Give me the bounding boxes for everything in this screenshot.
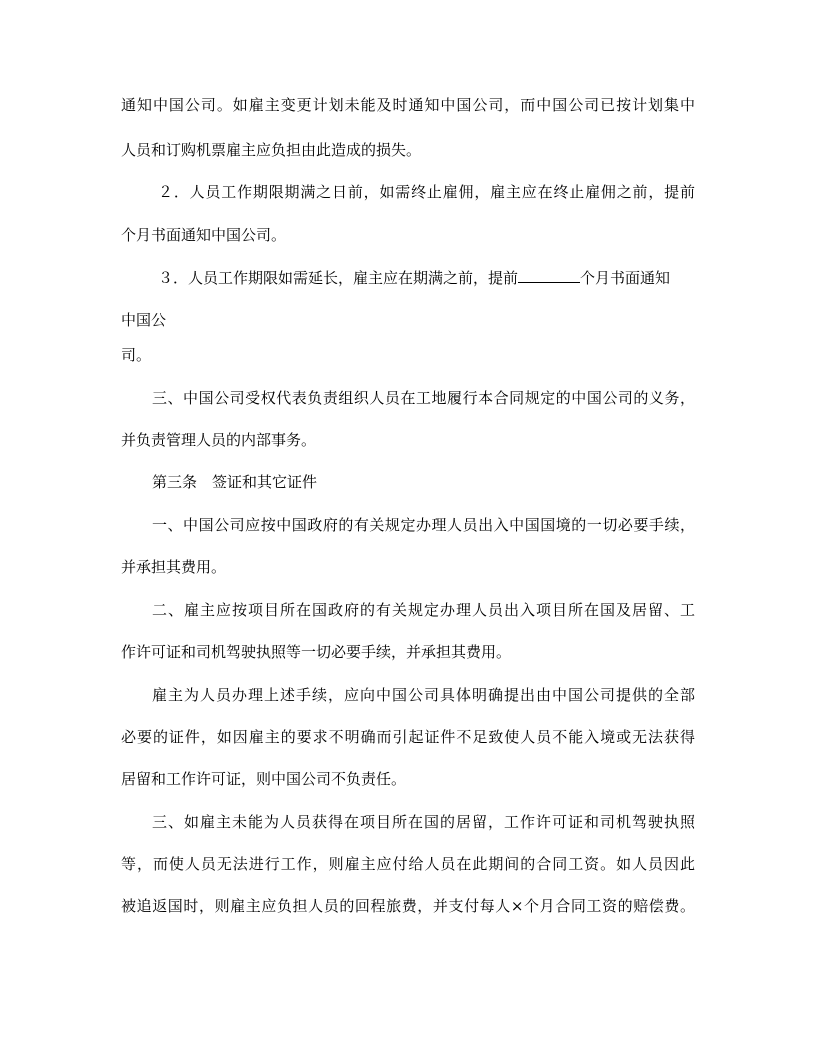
text-line-18: 等，而使人员无法进行工作，则雇主应付给人员在此期间的合同工资。如人员因此 [121,855,695,873]
text-line-9: 并负责管理人员的内部事务。 [121,431,317,449]
text-line-5-start: ３．人员工作期限如需延长，雇主应在期满之前，提前 [158,269,519,287]
text-line-14: 雇主为人员办理上述手续，应向中国公司具体明确提出由中国公司提供的全部 [152,686,695,704]
text-line-4: 个月书面通知中国公司。 [121,226,287,244]
text-line-7: 司。 [121,346,152,364]
text-line-17: 三、如雇主未能为人员获得在项目所在国的居留，工作许可证和司机驾驶执照 [152,813,695,831]
text-line-10: 一、中国公司应按中国政府的有关规定办理人员出入中国国境的一切必要手续， [152,516,695,534]
text-line-5 [158,267,695,288]
text-line-12: 二、雇主应按项目所在国政府的有关规定办理人员出入项目所在国及居留、工 [152,601,695,619]
text-line-3: ２．人员工作期限期满之日前，如需终止雇佣，雇主应在终止雇佣之前，提前 [158,183,695,201]
text-line-13: 作许可证和司机驾驶执照等一切必要手续，并承担其费用。 [121,643,512,661]
text-line-15: 必要的证件，如因雇主的要求不明确而引起证件不足致使人员不能入境或无法获得 [121,728,695,746]
text-line-11: 并承担其费用。 [121,558,227,576]
text-line-1: 通知中国公司。如雇主变更计划未能及时通知中国公司，而中国公司已按计划集中 [121,96,695,114]
text-line-16: 居留和工作许可证，则中国公司不负责任。 [121,770,407,788]
article-heading: 第三条 签证和其它证件 [152,473,318,491]
text-line-6: 中国公 [121,311,167,329]
text-line-2: 人员和订购机票雇主应负担由此造成的损失。 [121,141,422,159]
text-line-5-end: 个月书面通知 [580,269,671,287]
fill-in-blank [518,267,580,283]
text-line-19: 被追返国时，则雇主应负担人员的回程旅费，并支付每人×个月合同工资的赔偿费。 [121,897,695,915]
text-line-8: 三、中国公司受权代表负责组织人员在工地履行本合同规定的中国公司的义务， [152,389,695,407]
